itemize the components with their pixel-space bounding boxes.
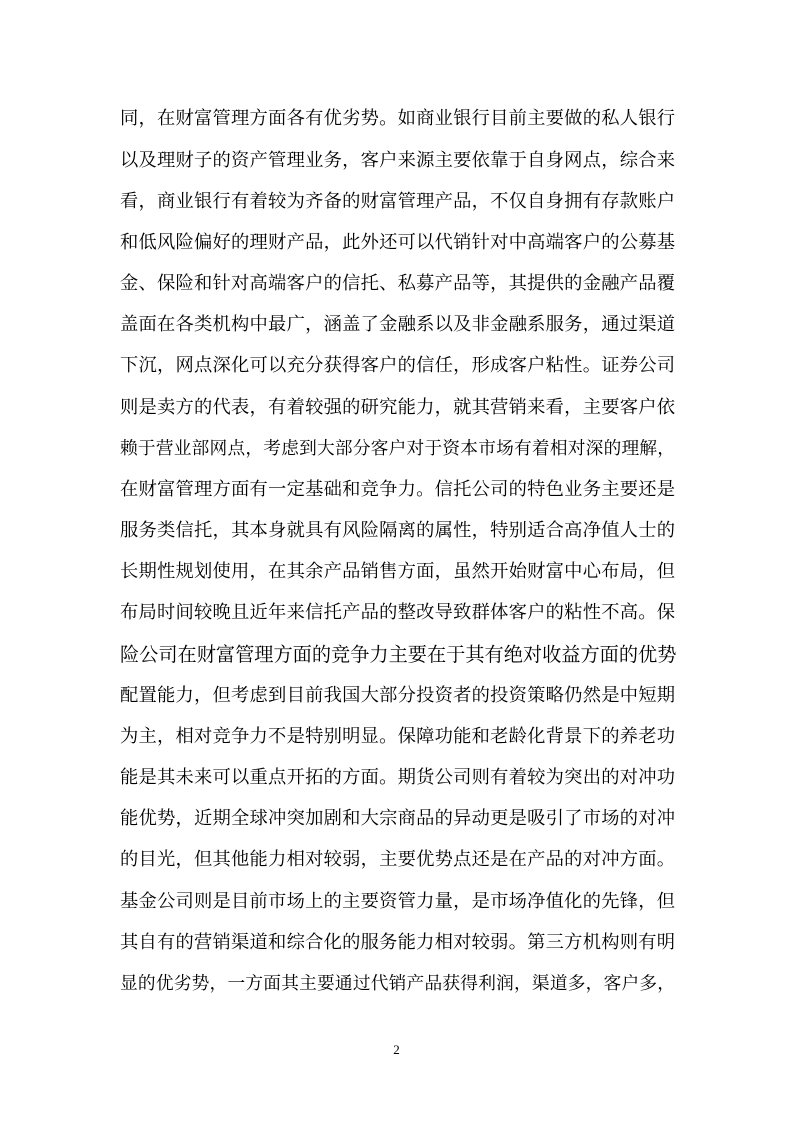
page-number: 2 (393, 1042, 400, 1057)
text-line: 的目光，但其他能力相对较弱，主要优势点还是在产品的对冲方面。 (120, 849, 675, 870)
text-line: 显的优劣势，一方面其主要通过代销产品获得利润，渠道多，客户多， (120, 974, 675, 994)
text-line: 金、保险和针对高端客户的信托、私募产品等，其提供的金融产品覆 (120, 273, 675, 294)
text-line: 能是其未来可以重点开拓的方面。期货公司则有着较为突出的对冲功 (120, 767, 675, 788)
text-line: 盖面在各类机构中最广，涵盖了金融系以及非金融系服务，通过渠道 (120, 314, 675, 335)
text-line: 在财富管理方面有一定基础和竞争力。信托公司的特色业务主要还是 (120, 479, 675, 500)
text-line: 为主，相对竞争力不是特别明显。保障功能和老龄化背景下的养老功 (120, 726, 675, 747)
text-line: 则是卖方的代表，有着较强的研究能力，就其营销来看，主要客户依 (120, 397, 675, 418)
text-line: 以及理财子的资产管理业务，客户来源主要依靠于自身网点，综合来 (120, 150, 675, 171)
text-line: 和低风险偏好的理财产品，此外还可以代销针对中高端客户的公募基 (120, 232, 675, 253)
text-line: 下沉，网点深化可以充分获得客户的信任，形成客户粘性。证券公司 (120, 355, 675, 376)
text-line: 配置能力，但考虑到目前我国大部分投资者的投资策略仍然是中短期 (120, 685, 675, 706)
text-line: 看，商业银行有着较为齐备的财富管理产品，不仅自身拥有存款账户 (120, 191, 675, 212)
text-line: 其自有的营销渠道和综合化的服务能力相对较弱。第三方机构则有明 (120, 932, 675, 953)
text-line: 能优势，近期全球冲突加剧和大宗商品的异动更是吸引了市场的对冲 (120, 808, 675, 829)
text-line: 布局时间较晚且近年来信托产品的整改导致群体客户的粘性不高。保 (120, 602, 675, 623)
text-line: 同，在财富管理方面各有优劣势。如商业银行目前主要做的私人银行 (120, 108, 675, 129)
text-line: 长期性规划使用，在其余产品销售方面，虽然开始财富中心布局，但 (120, 561, 675, 582)
text-line: 赖于营业部网点，考虑到大部分客户对于资本市场有着相对深的理解， (120, 439, 675, 459)
text-line: 基金公司则是目前市场上的主要资管力量，是市场净值化的先锋，但 (120, 891, 675, 912)
text-line: 服务类信托，其本身就具有风险隔离的属性，特别适合高净值人士的 (120, 520, 675, 541)
text-line: 险公司在财富管理方面的竞争力主要在于其有绝对收益方面的优势 (120, 643, 677, 666)
